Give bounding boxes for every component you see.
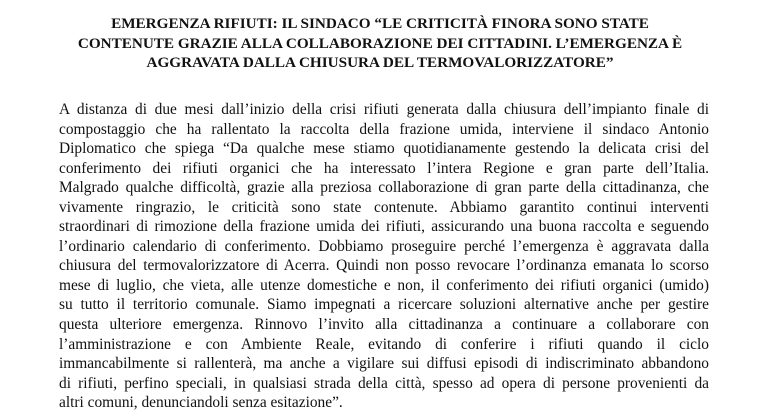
headline-line: CONTENUTE GRAZIE ALLA COLLABORAZIONE DEI CITTADINI. L’EMERGENZA È bbox=[77, 34, 683, 52]
body-line: Diplomatico che spiega “Da qualche mese stiamo quotidianamente gestendo la delicata crisi del bbox=[59, 140, 709, 158]
body-line: straordinari di rimozione della frazione umida dei rifiuti, assicurando una buona raccolta e seguendo bbox=[59, 218, 709, 236]
headline-line: EMERGENZA RIFIUTI: IL SINDACO “LE CRITICITÀ FINORA SONO STATE bbox=[111, 15, 649, 32]
body-line: l’ordinario calendario di conferimento. Dobbiamo proseguire perché l’emergenza è aggravata dalla bbox=[59, 237, 709, 255]
body-line: questa ulteriore emergenza. Rinnovo l’invito alla cittadinanza a continuare a collaborare con bbox=[59, 316, 709, 334]
body-line: chiusura del termovalorizzatore di Acerra. Quindi non posso revocare l’ordinanza emanata lo scorso bbox=[59, 257, 709, 275]
body-line: altri comuni, denunciandoli senza esitazione”. bbox=[59, 394, 343, 412]
body-line: mese di luglio, che vieta, alle utenze domestiche e non, il conferimento dei rifiuti organici (umido) bbox=[59, 276, 709, 294]
body-line: compostaggio che ha rallentato la raccolta della frazione umida, interviene il sindaco Antonio bbox=[59, 120, 709, 138]
press-release-body bbox=[59, 100, 709, 413]
body-line: l’amministrazione e con Ambiente Reale, evitando di conferire i rifiuti quando il ciclo bbox=[59, 335, 709, 353]
body-line: vivamente ringrazio, le criticità sono state contenute. Abbiamo garantito continui interventi bbox=[59, 198, 709, 216]
headline-line: AGGRAVATA DALLA CHIUSURA DEL TERMOVALORIZZATORE” bbox=[146, 54, 614, 71]
press-release-headline bbox=[40, 14, 720, 73]
body-line: Malgrado qualche difficoltà, grazie alla preziosa collaborazione di gran parte della cittadinanza, che bbox=[59, 179, 709, 197]
body-line: di rifiuti, perfino speciali, in qualsiasi strada della città, spesso ad opera di persone provenienti da bbox=[59, 374, 709, 392]
body-line: conferimento dei rifiuti organici che ha interessato l’intera Regione e gran parte dell’Italia. bbox=[59, 159, 709, 177]
body-line: su tutto il territorio comunale. Siamo impegnati a ricercare soluzioni alternative anche per gestire bbox=[59, 296, 709, 314]
body-line: A distanza di due mesi dall’inizio della crisi rifiuti generata dalla chiusura dell’impianto finale di bbox=[59, 101, 709, 118]
body-line: immancabilmente si rallenterà, ma anche a vigilare sui diffusi episodi di indiscriminato abbandono bbox=[59, 355, 709, 373]
